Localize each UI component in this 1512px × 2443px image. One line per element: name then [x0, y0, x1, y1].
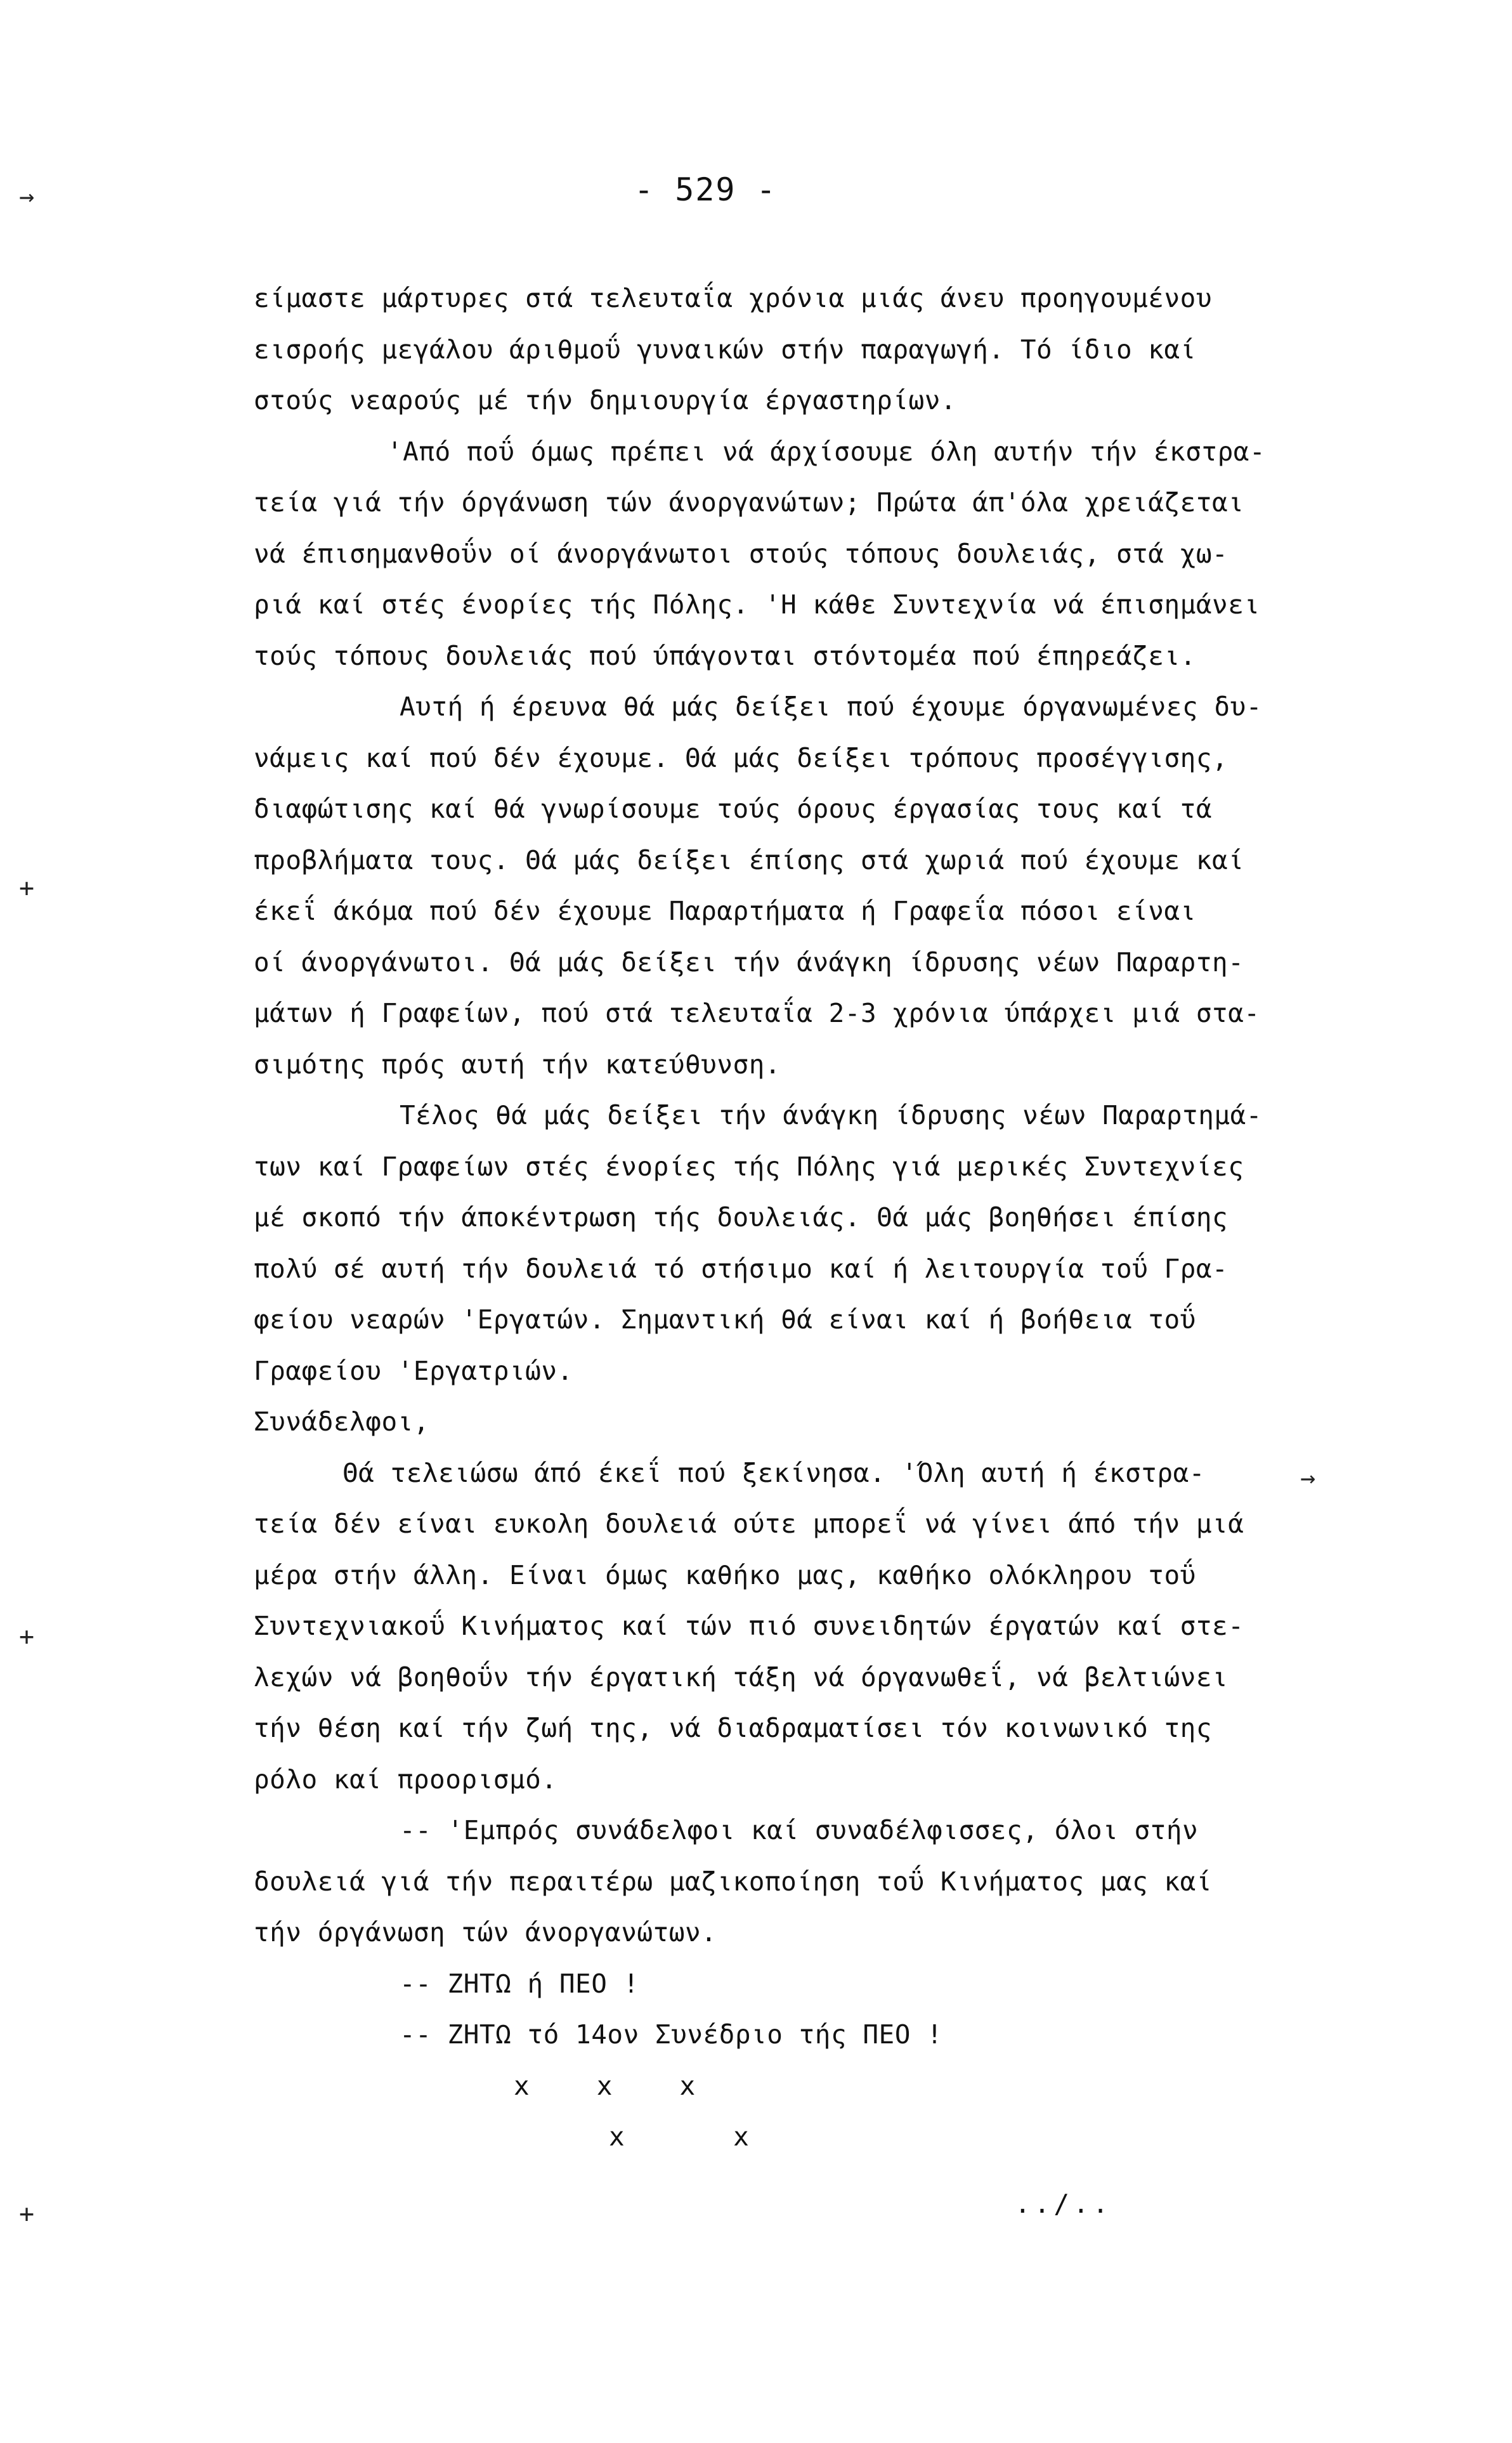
- text-line: -- 'Εμπρός συνάδελφοι καί συναδέλφισσες, όλοι στήν: [400, 1815, 1199, 1845]
- slogan-line: -- ΖΗΤΩ ή ΠΕΟ !: [400, 1968, 639, 1999]
- text-line: στούς νεαρούς μέ τήν δημιουργία έργαστηρίων.: [254, 385, 957, 416]
- text-line: Τέλος θά μάς δείξει τήν άνάγκη ίδρυσης νέων Παραρτημά-: [400, 1100, 1262, 1130]
- text-line: νά έπισημανθοΰν οί άνοργάνωτοι στούς τόπους δουλειάς, στά χω-: [254, 538, 1228, 569]
- text-line: τήν όργάνωση τών άνοργανώτων.: [254, 1917, 717, 1948]
- slogan-line: -- ΖΗΤΩ τό 14ον Συνέδριο τής ΠΕΟ !: [400, 2019, 943, 2050]
- text-line: λεχών νά βοηθοΰν τήν έργατική τάξη νά όργανωθεΐ, νά βελτιώνει: [254, 1661, 1228, 1693]
- salutation: Συνάδελφοι,: [254, 1406, 430, 1437]
- margin-cross-mark: +: [19, 874, 35, 903]
- margin-arrow-mark: →: [1300, 1464, 1316, 1493]
- text-line: Γραφείου 'Εργατριών.: [254, 1355, 573, 1386]
- margin-arrow-mark: →: [19, 182, 35, 211]
- text-line: ριά καί στές ένορίες τής Πόλης. 'Η κάθε Συντεχνία νά έπισημάνει: [254, 589, 1260, 620]
- text-line: μέρα στήν άλλη. Είναι όμως καθήκο μας, καθήκο ολόκληρου τοΰ: [254, 1559, 1196, 1590]
- margin-cross-mark: +: [19, 2199, 35, 2229]
- paragraph: [254, 426, 1364, 682]
- page-number: - 529 -: [634, 171, 777, 208]
- text-line: δουλειά γιά τήν περαιτέρω μαζικοποίηση τοΰ Κινήματος μας καί: [254, 1866, 1213, 1897]
- text-line: τεία δέν είναι ευκολη δουλειά ούτε μπορεΐ νά γίνει άπό τήν μιά: [254, 1509, 1244, 1539]
- paragraph: [254, 1448, 1364, 1805]
- text-line: προβλήματα τους. Θά μάς δείξει έπίσης στά χωριά πού έχουμε καί: [254, 844, 1244, 875]
- text-line: 'Από ποΰ όμως πρέπει νά άρχίσουμε όλη αυτήν τήν έκστρα-: [387, 436, 1266, 467]
- paragraph: [254, 1396, 1364, 1448]
- text-line: νάμεις καί πού δέν έχουμε. Θά μάς δείξει τρόπους προσέγγισης,: [254, 742, 1228, 773]
- text-line: μάτων ή Γραφείων, πού στά τελευταΐα 2-3 χρόνια ύπάρχει μιά στα-: [254, 998, 1260, 1028]
- paragraph: [254, 1090, 1364, 1396]
- text-line: τήν θέση καί τήν ζωή της, νά διαδραματίσει τόν κοινωνικό της: [254, 1713, 1213, 1743]
- text-line: έκεΐ άκόμα πού δέν έχουμε Παραρτήματα ή Γραφεΐα πόσοι είναι: [254, 896, 1196, 926]
- text-line: ρόλο καί προορισμό.: [254, 1764, 557, 1795]
- text-line: τεία γιά τήν όργάνωση τών άνοργανώτων; Πρώτα άπ'όλα χρειάζεται: [254, 487, 1244, 518]
- paragraph: [254, 273, 1364, 426]
- text-line: εισροής μεγάλου άριθμοΰ γυναικών στήν παραγωγή. Τό ίδιο καί: [254, 334, 1196, 365]
- section-separator: x x x: [514, 2070, 701, 2101]
- text-line: σιμότης πρός αυτή τήν κατεύθυνση.: [254, 1049, 781, 1080]
- margin-cross-mark: +: [19, 1622, 35, 1651]
- continued-mark: ../..: [1015, 2189, 1112, 2219]
- text-line: φείου νεαρών 'Εργατών. Σημαντική θά είναι καί ή βοήθεια τοΰ: [254, 1304, 1196, 1335]
- text-line: οί άνοργάνωτοι. Θά μάς δείξει τήν άνάγκη ίδρυσης νέων Παραρτη-: [254, 946, 1244, 978]
- typewritten-body: [254, 273, 1364, 2163]
- text-line: των καί Γραφείων στές ένορίες τής Πόλης γιά μερικές Συντεχνίες: [254, 1151, 1244, 1182]
- text-line: τούς τόπους δουλειάς πού ύπάγονται στόντομέα πού έπηρεάζει.: [254, 640, 1196, 671]
- text-line: πολύ σέ αυτή τήν δουλειά τό στήσιμο καί ή λειτουργία τοΰ Γρα-: [254, 1253, 1228, 1284]
- paragraph: [254, 681, 1364, 1090]
- text-line: Θά τελειώσω άπό έκεΐ πού ξεκίνησα. 'Όλη αυτή ή έκστρα-: [342, 1457, 1205, 1488]
- text-line: Αυτή ή έρευνα θά μάς δείξει πού έχουμε όργανωμένες δυ-: [400, 691, 1262, 722]
- text-line: Συντεχνιακοΰ Κινήματος καί τών πιό συνειδητών έργατών καί στε-: [254, 1611, 1244, 1641]
- paragraph: [254, 1805, 1364, 1958]
- text-line: μέ σκοπό τήν άποκέντρωση τής δουλειάς. Θά μάς βοηθήσει έπίσης: [254, 1202, 1228, 1233]
- text-line: διαφώτισης καί θά γνωρίσουμε τούς όρους έργασίας τους καί τά: [254, 794, 1213, 824]
- section-separator: x x: [609, 2121, 754, 2152]
- text-line: είμαστε μάρτυρες στά τελευταΐα χρόνια μιάς άνευ προηγουμένου: [254, 283, 1213, 313]
